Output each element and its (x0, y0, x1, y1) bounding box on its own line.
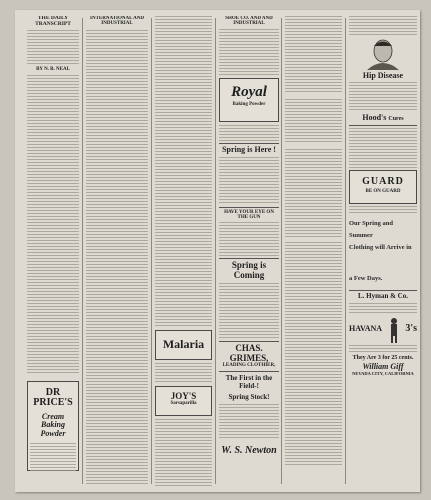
text-block (219, 157, 279, 205)
first-in-field-ad: The First in the Field-! (225, 374, 273, 390)
royal-ad-title: Royal (231, 83, 267, 100)
text-block (219, 125, 279, 141)
guard-ad-sub: BE ON GUARD (365, 189, 401, 195)
portrait-engraving (363, 38, 403, 70)
column-rule (82, 18, 83, 484)
price-ad-title: DR PRICE'S (33, 386, 73, 409)
price-ad (27, 381, 79, 471)
grimes-ad-sub: LEADING CLOTHIER, (222, 363, 276, 369)
malaria-ad-title: Malaria (162, 337, 205, 351)
text-block (349, 345, 417, 353)
text-block (219, 222, 279, 256)
price-ad-sub: Cream Baking Powder (40, 411, 66, 438)
column-rule (215, 18, 216, 484)
spring-here-ad: Spring is Here ! (222, 144, 276, 154)
hoods-ad (349, 114, 417, 122)
column-5 (285, 16, 342, 486)
column-1 (27, 16, 79, 486)
text-block (219, 283, 279, 339)
text-block (349, 206, 417, 214)
divider (219, 258, 279, 259)
text-block (219, 29, 279, 75)
text-block (349, 303, 417, 313)
joys-ad-title: JOY'S (170, 391, 197, 401)
divider (219, 143, 279, 144)
havana-ad-price: 3's (405, 323, 417, 335)
column-rule (345, 18, 346, 484)
divider (219, 341, 279, 342)
text-block (285, 16, 342, 94)
figure-engraving (388, 317, 400, 343)
lyman-ad: L. Hyman & Co. (358, 292, 408, 301)
joys-ad-sub: Sarsaparilla (170, 401, 197, 407)
grimes-ad-title: CHAS. GRIMES, (229, 343, 269, 363)
hoods-ad-title: Hood's (362, 113, 387, 123)
spring-stock-ad: Spring Stock! (228, 393, 270, 402)
text-block (86, 30, 148, 487)
text-block (30, 443, 76, 473)
malaria-ad (155, 330, 212, 360)
footer-text: NEVADA CITY, CALIFORNIA (352, 371, 414, 377)
havana-ad (349, 317, 417, 343)
text-block (27, 75, 79, 375)
guard-ad-title: GUARD (362, 175, 404, 187)
text-block (285, 242, 342, 467)
newspaper-page (15, 10, 420, 492)
royal-ad (219, 78, 279, 122)
text-block (349, 16, 417, 36)
column-rule (151, 18, 152, 484)
text-block (349, 82, 417, 112)
joys-ad (155, 386, 212, 416)
hip-disease-ad: Hip Disease (362, 71, 404, 80)
text-block (285, 149, 342, 237)
text-block (27, 30, 79, 64)
text-block (155, 363, 212, 383)
text-block (285, 99, 342, 144)
signature: W. S. Newton (221, 445, 277, 457)
text-block (349, 128, 417, 168)
divider (219, 371, 279, 372)
william-ad: William Giff (362, 361, 404, 371)
gun-ad: HAVE YOUR EYE ON THE GUN (224, 209, 274, 221)
column-heading: SHOE CO. AND AND INDUSTRIAL (225, 16, 273, 27)
hoods-ad-cures: Cures (388, 116, 404, 123)
text-block (155, 16, 212, 326)
cents-ad: They Are 3 for 25 cents. (352, 354, 414, 361)
dateline: BY N. B. NEAL (36, 66, 70, 72)
divider (349, 290, 417, 291)
divider (349, 125, 417, 126)
clothing-ad-line: Our Spring and Summer (349, 219, 393, 240)
divider (219, 207, 279, 208)
royal-ad-sub: Baking Powder (232, 102, 266, 108)
text-block (155, 419, 212, 486)
masthead: THE DAILY TRANSCRIPT (35, 16, 71, 27)
clothing-ad-line: Clothing will Arrive in (349, 244, 412, 252)
column-4 (219, 16, 279, 486)
text-block (219, 404, 279, 440)
spring-coming-ad: Spring is Coming (231, 260, 267, 280)
clothing-ad-line: a Few Days. (349, 274, 383, 282)
clothing-ad (349, 218, 417, 285)
column-2 (86, 16, 148, 486)
havana-ad-title: HAVANA (349, 324, 383, 334)
column-heading: INTERNATIONAL AND INDUSTRIAL (90, 16, 144, 27)
column-6 (349, 16, 417, 486)
guard-ad (349, 170, 417, 204)
column-3 (155, 16, 212, 486)
column-rule (281, 18, 282, 484)
